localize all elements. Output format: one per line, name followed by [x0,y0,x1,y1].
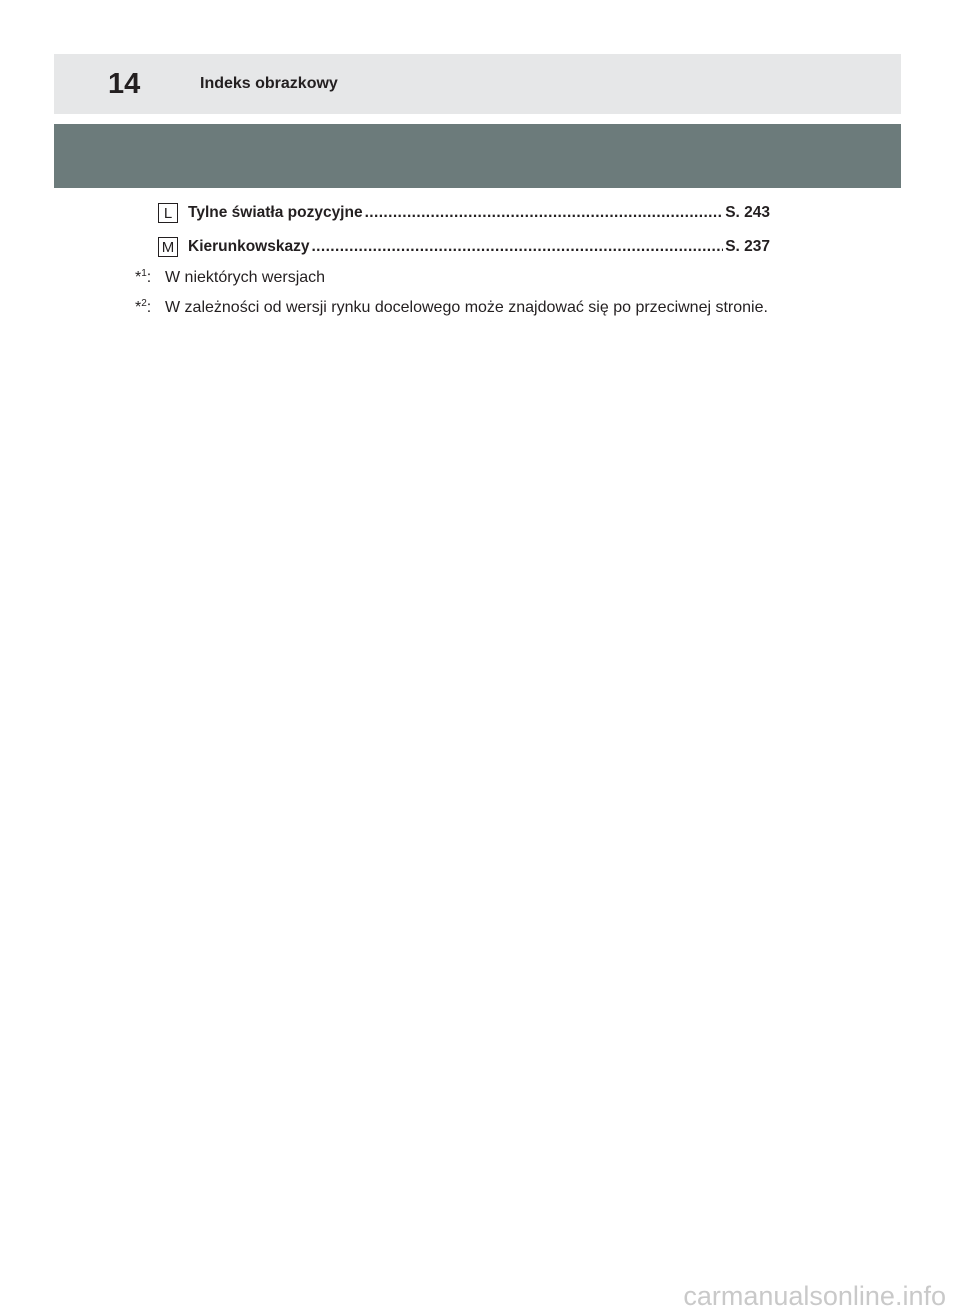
section-band [54,124,901,188]
entry-letter-badge: L [158,203,178,223]
page-reference-link[interactable]: S. 237 [725,238,770,255]
dot-leader [311,238,723,256]
entry-letter-badge: M [158,237,178,257]
page-reference-link[interactable]: S. 243 [725,204,770,221]
entry-title: Kierunkowskazy [188,238,310,255]
footnote [135,296,800,319]
page-number: 14 [108,68,141,100]
page-header [54,54,901,114]
index-entry-m[interactable] [158,235,770,259]
watermark: carmanualsonline.info [683,1281,946,1311]
footnote [135,266,800,289]
index-entry-l[interactable] [158,201,770,225]
footnote-marker: *$^1$: [135,268,152,286]
dot-leader [365,204,724,222]
footnote-marker: *$^2$: [135,298,152,316]
footnote-text: W zależności od wersji rynku docelowego może znajdować się po przeciwnej stronie. [165,299,768,316]
footnote-text: W niektórych wersjach [165,269,326,286]
section-title: Indeks obrazkowy [200,75,338,92]
entry-title: Tylne światła pozycyjne [188,204,363,221]
